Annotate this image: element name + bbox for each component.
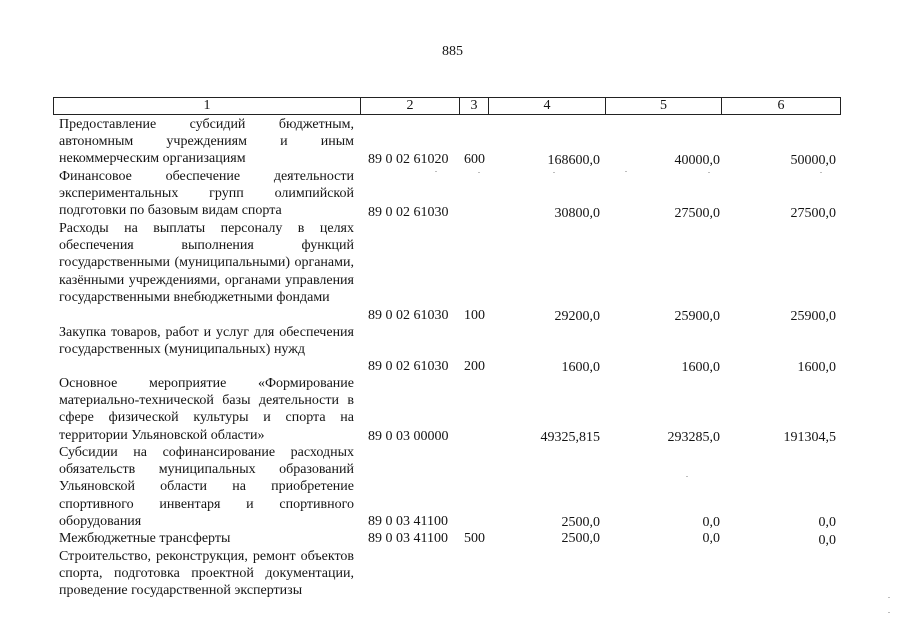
row-description: Предоставление субсидий бюджетным, автономным учреждениям и иным некоммерческим организациям: [59, 117, 354, 167]
row-code: 89 0 02 61020: [368, 152, 449, 167]
row-value-col6: 0,0: [818, 515, 836, 530]
scan-speck: [553, 172, 555, 173]
row-description: Субсидии на софинансирование расходных обязательств муниципальных образований Ульяновской области на приобретение спортивного инвентаря и спортивного оборудования: [59, 445, 354, 529]
row-code: 89 0 03 00000: [368, 429, 449, 444]
row-code: 89 0 02 61030: [368, 205, 449, 220]
page-number: 885: [442, 44, 463, 59]
scan-speck: [888, 597, 890, 598]
row-value-col5: 0,0: [702, 531, 720, 546]
column-header-6: 6: [722, 98, 841, 115]
table-header: [53, 97, 841, 115]
scan-speck: [708, 172, 710, 173]
row-description: Межбюджетные трансферты: [59, 531, 231, 546]
row-value-col6: 1600,0: [797, 360, 836, 375]
row-value-col5: 25900,0: [674, 309, 720, 324]
column-header-4: 4: [489, 98, 606, 115]
scan-speck: [625, 171, 627, 172]
column-header-1: 1: [54, 98, 361, 115]
row-description: Финансовое обеспечение деятельности экспериментальных групп олимпийской подготовки по базовым видам спорта: [59, 169, 354, 219]
row-code: 89 0 03 41100: [368, 531, 448, 546]
scan-speck: [888, 612, 890, 613]
row-expense-type: 200: [464, 359, 485, 374]
row-description: Основное мероприятие «Формирование материально-технической базы деятельности в сфере физической культуры и спорта на территории Ульяновской области»: [59, 376, 354, 443]
row-value-col4: 30800,0: [554, 206, 600, 221]
row-value-col6: 0,0: [818, 533, 836, 548]
row-expense-type: 600: [464, 152, 485, 167]
row-code: 89 0 02 61030: [368, 359, 449, 374]
row-description: Строительство, реконструкция, ремонт объектов спорта, подготовка проектной документации, проведение государственной экспертизы: [59, 549, 354, 599]
row-value-col5: 293285,0: [667, 430, 720, 445]
row-value-col5: 40000,0: [674, 153, 720, 168]
column-header-3: 3: [460, 98, 489, 115]
row-value-col6: 50000,0: [790, 153, 836, 168]
row-code: 89 0 02 61030: [368, 308, 449, 323]
column-header-2: 2: [361, 98, 460, 115]
row-value-col6: 25900,0: [790, 309, 836, 324]
row-value-col6: 27500,0: [790, 206, 836, 221]
row-value-col5: 27500,0: [674, 206, 720, 221]
row-value-col4: 168600,0: [547, 153, 600, 168]
row-code: 89 0 03 41100: [368, 514, 448, 529]
row-value-col6: 191304,5: [783, 430, 836, 445]
row-expense-type: 500: [464, 531, 485, 546]
row-description: Расходы на выплаты персоналу в целях обеспечения выполнения функций государственными (муниципальными) органами, казёнными учреждениями, органами управления государственными внебюджетными фондами: [59, 221, 354, 305]
row-expense-type: 100: [464, 308, 485, 323]
row-value-col4: 49325,815: [540, 430, 600, 445]
row-value-col4: 29200,0: [554, 309, 600, 324]
row-value-col5: 1600,0: [681, 360, 720, 375]
row-value-col5: 0,0: [702, 515, 720, 530]
scan-speck: [478, 172, 480, 173]
column-header-5: 5: [606, 98, 722, 115]
row-description: Закупка товаров, работ и услуг для обеспечения государственных (муниципальных) нужд: [59, 325, 354, 358]
scan-speck: [435, 171, 437, 172]
row-value-col4: 2500,0: [561, 515, 600, 530]
row-value-col4: 2500,0: [561, 531, 600, 546]
scan-speck: [686, 476, 688, 477]
scan-speck: [820, 172, 822, 173]
row-value-col4: 1600,0: [561, 360, 600, 375]
